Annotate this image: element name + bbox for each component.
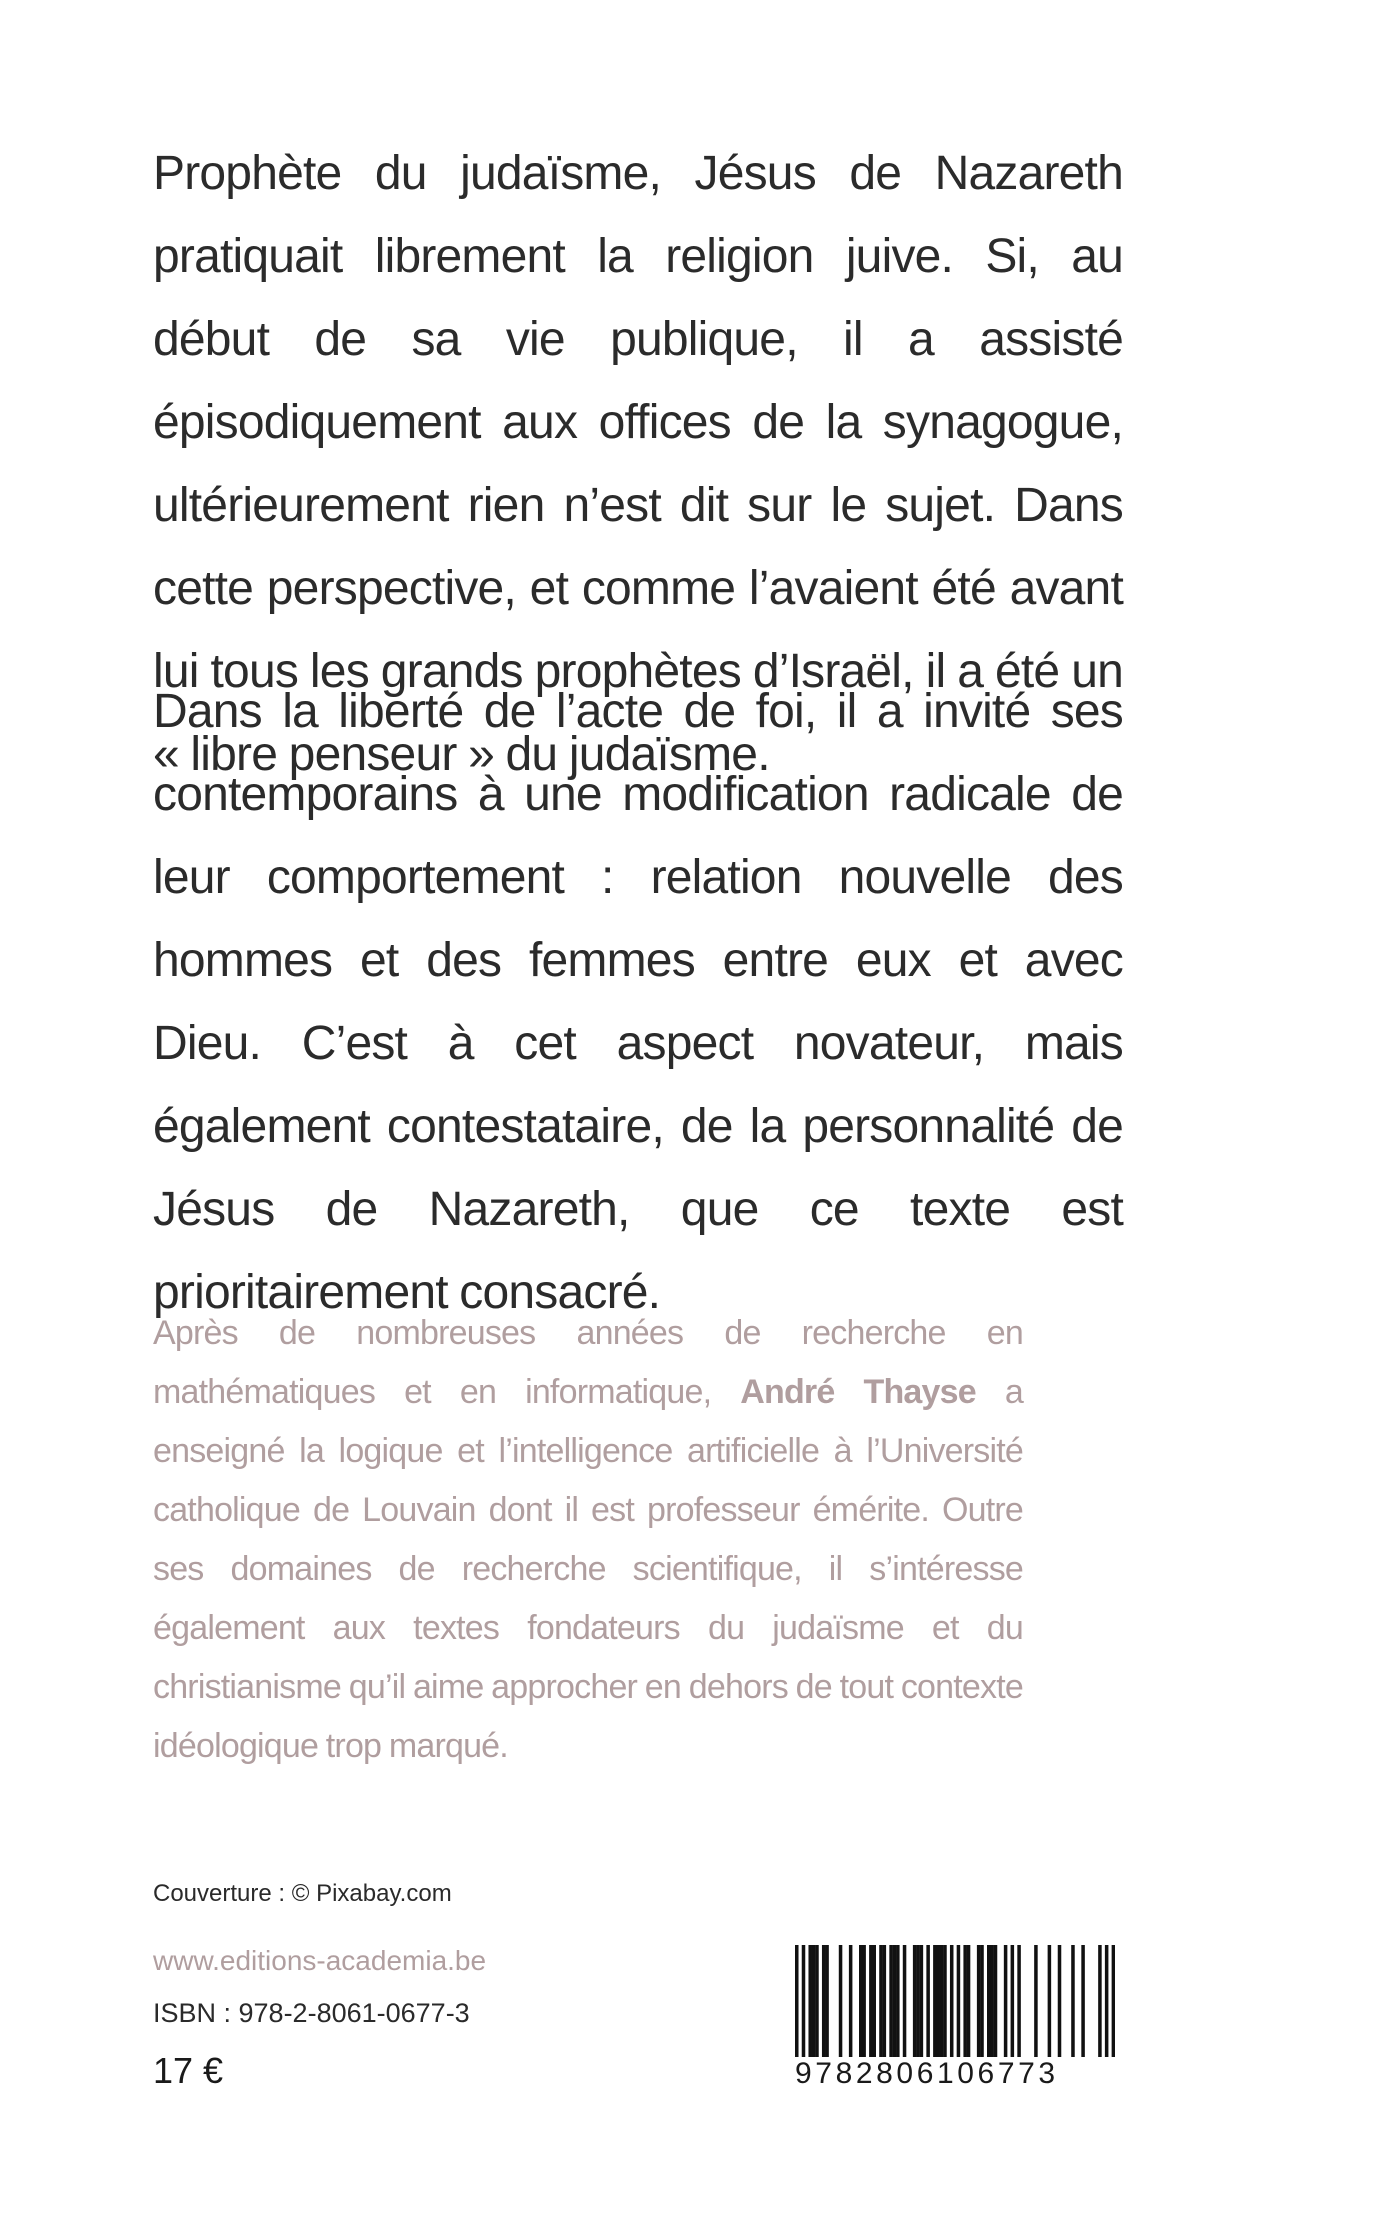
barcode-bar — [1098, 1945, 1102, 2057]
barcode-bar — [825, 1945, 829, 2057]
barcode-bar — [893, 1945, 897, 2057]
barcode-bar — [872, 1945, 876, 2057]
barcode-bar — [980, 1945, 984, 2057]
barcode-bar — [987, 1945, 991, 2057]
barcode-bar — [903, 1945, 907, 2057]
barcode-bar — [879, 1945, 883, 2057]
cover-credit: Couverture : © Pixabay.com — [153, 1880, 452, 1907]
barcode-bar — [1081, 1945, 1085, 2057]
publisher-website[interactable]: www.editions-academia.be — [153, 1945, 487, 1976]
barcode-bar — [990, 1945, 994, 2057]
barcode-bar — [1112, 1945, 1115, 2057]
barcode-bar — [943, 1945, 947, 2057]
barcode-bar — [812, 1945, 816, 2057]
barcode-bar — [849, 1945, 853, 2057]
barcode-bar — [1017, 1945, 1021, 2057]
barcode-digits: 9782806106773 — [795, 2057, 1059, 2090]
barcode-bar — [916, 1945, 920, 2057]
barcode-bar — [822, 1945, 826, 2057]
barcode-bar — [1048, 1945, 1052, 2057]
barcode-bar — [936, 1945, 940, 2057]
barcode-bars — [795, 1945, 1115, 2057]
barcode-bar — [859, 1945, 863, 2057]
blurb-paragraph-2: Dans la liberté de l’acte de foi, il a invité ses contemporains à une modification radicale de leur comportement : relation nouvelle des hommes et des femmes entre eux et avec Dieu. C’est à cet aspect novateur, mais également contestataire, de la personnalité de Jésus de Nazareth, que ce texte est prioritairement consacré. — [153, 685, 1123, 1319]
barcode-bar — [862, 1945, 866, 2057]
barcode-bar — [1058, 1945, 1062, 2057]
barcode-bar — [994, 1945, 998, 2057]
barcode-bar — [957, 1945, 961, 2057]
barcode-bar — [896, 1945, 900, 2057]
barcode-bar — [889, 1945, 893, 2057]
barcode-bar — [1034, 1945, 1038, 2057]
barcode-bar — [1105, 1945, 1109, 2057]
barcode-bar — [913, 1945, 917, 2057]
barcode-bar — [977, 1945, 981, 2057]
author-bio — [153, 1304, 1023, 1776]
barcode-bar — [802, 1945, 806, 2057]
price: 17 € — [153, 2050, 224, 2091]
barcode-bar — [933, 1945, 937, 2057]
barcode-bar — [940, 1945, 944, 2057]
barcode-bar — [1071, 1945, 1075, 2057]
barcode-bar — [808, 1945, 812, 2057]
barcode-bar — [926, 1945, 930, 2057]
barcode — [795, 1945, 1115, 2100]
blurb-paragraph-1: Prophète du judaïsme, Jésus de Nazareth pratiquait librement la religion juive. Si, au début de sa vie publique, il a assisté épisodiquement aux offices de la synagogue, ultérieurement rien n’est dit sur le sujet. Dans cette perspective, et comme l’avaient été avant lui tous les grands prophètes d’Israël, il a été un « libre penseur » du judaïsme. — [153, 147, 1123, 781]
bio-intro: Après de nombreuses années de recherche en mathématiques et en informatique, — [153, 1314, 1023, 1411]
barcode-bar — [950, 1945, 954, 2057]
barcode-bar — [839, 1945, 843, 2057]
barcode-bar — [883, 1945, 887, 2057]
barcode-bar — [967, 1945, 971, 2057]
barcode-bar — [869, 1945, 873, 2057]
bio-rest: a enseigné la logique et l’intelligence artificielle à l’Université catholique de Louvain dont il est professeur émérite. Outre ses domaines de recherche scientifique, il s’intéresse également aux textes fondateurs du judaïsme et du christianisme qu’il aime approcher en dehors de tout contexte idéologique trop marqué. — [153, 1373, 1023, 1765]
author-name: André Thayse — [740, 1373, 976, 1411]
barcode-bar — [1004, 1945, 1008, 2057]
barcode-bar — [920, 1945, 924, 2057]
barcode-bar — [815, 1945, 819, 2057]
barcode-bar — [795, 1945, 799, 2057]
isbn: ISBN : 978-2-8061-0677-3 — [153, 1998, 470, 2028]
barcode-bar — [1011, 1945, 1015, 2057]
barcode-bar — [963, 1945, 967, 2057]
